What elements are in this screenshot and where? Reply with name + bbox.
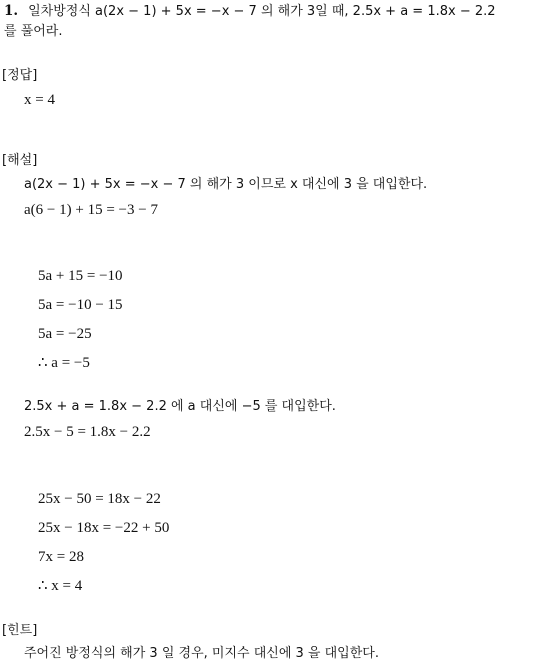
solution-line: 2.5x + a = 1.8x − 2.2 에 a 대신에 −5 를 대입한다.: [24, 399, 336, 414]
hint-heading: [힌트]: [2, 623, 38, 638]
solution-line: a(6 − 1) + 15 = −3 − 7: [24, 202, 158, 218]
answer-heading: [정답]: [2, 68, 38, 83]
solution-line: 5a + 15 = −10: [38, 268, 123, 284]
problem-number: 1.: [4, 3, 19, 19]
solution-line: 5a = −10 − 15: [38, 297, 123, 313]
solution-heading: [해설]: [2, 153, 38, 168]
solution-line: 5a = −25: [38, 326, 92, 342]
solution-line: 2.5x − 5 = 1.8x − 2.2: [24, 424, 151, 440]
solution-line: ∴ a = −5: [38, 355, 90, 371]
hint-text: 주어진 방정식의 해가 3 일 경우, 미지수 대신에 3 을 대입한다.: [24, 646, 379, 661]
solution-line: ∴ x = 4: [38, 578, 83, 594]
problem-text-line-1: 일차방정식 a(2x − 1) + 5x = −x − 7 의 해가 3일 때, 2.5x + a = 1.8x − 2.2: [28, 4, 496, 19]
answer-value: x = 4: [24, 92, 55, 108]
problem-line-1: [4, 2, 496, 21]
solution-line: 25x − 50 = 18x − 22: [38, 491, 161, 507]
solution-line: a(2x − 1) + 5x = −x − 7 의 해가 3 이므로 x 대신에 3 을 대입한다.: [24, 177, 428, 192]
solution-line: 7x = 28: [38, 549, 84, 565]
problem-text-line-2: 를 풀어라.: [4, 24, 63, 39]
solution-line: 25x − 18x = −22 + 50: [38, 520, 170, 536]
